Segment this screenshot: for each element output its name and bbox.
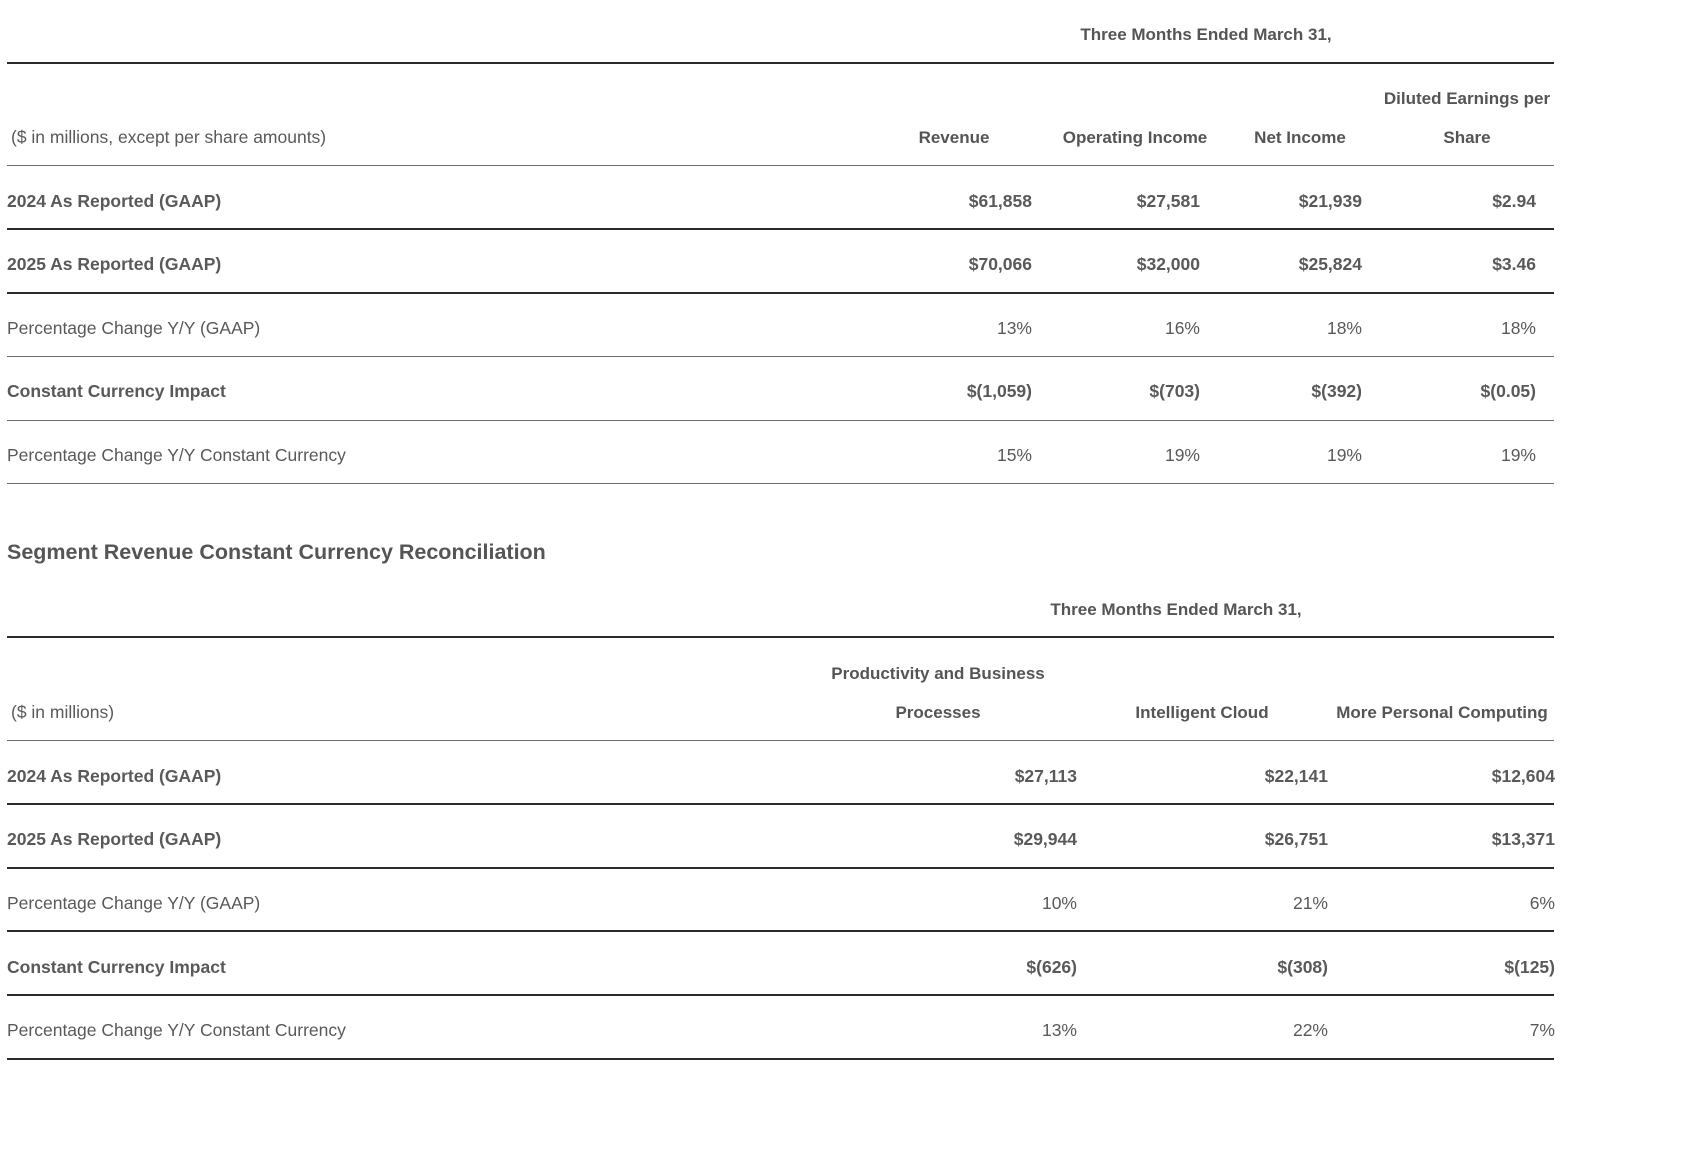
- table1-col-eps-line1: Diluted Earnings per: [1383, 89, 1551, 108]
- row-label: 2024 As Reported (GAAP): [7, 766, 222, 786]
- cell-intelligent-cloud: $(308): [1277, 957, 1328, 977]
- table2-col-pbp-line1: Productivity and Business: [831, 664, 1045, 683]
- cell-intelligent-cloud: $22,141: [1264, 766, 1328, 786]
- cell-operating-income: $32,000: [1136, 254, 1200, 274]
- cell-more-personal-computing: 6%: [1529, 893, 1555, 913]
- table1-col-revenue: Revenue: [918, 128, 990, 147]
- row-divider: [7, 292, 1554, 294]
- row-divider: [7, 867, 1554, 869]
- cell-revenue: 15%: [996, 445, 1032, 465]
- cell-operating-income: 19%: [1164, 445, 1200, 465]
- row-label: Percentage Change Y/Y Constant Currency: [7, 1020, 346, 1040]
- table1-header-rule: [7, 165, 1554, 166]
- cell-operating-income: 16%: [1164, 318, 1200, 338]
- table1-col-net-income: Net Income: [1254, 128, 1346, 147]
- row-label: Constant Currency Impact: [7, 957, 226, 977]
- cell-more-personal-computing: 7%: [1529, 1020, 1555, 1040]
- cell-net-income: 19%: [1326, 445, 1362, 465]
- cell-more-personal-computing: $(125): [1504, 957, 1555, 977]
- row-divider: [7, 930, 1554, 932]
- cell-net-income: $21,939: [1298, 191, 1362, 211]
- row-divider: [7, 1058, 1554, 1060]
- cell-productivity-business: 13%: [1041, 1020, 1077, 1040]
- cell-more-personal-computing: $13,371: [1491, 829, 1555, 849]
- table1-col-operating-income: Operating Income: [1062, 128, 1208, 147]
- cell-eps: 18%: [1500, 318, 1536, 338]
- table1-top-rule: [7, 62, 1554, 64]
- cell-productivity-business: $(626): [1026, 957, 1077, 977]
- row-label: Percentage Change Y/Y (GAAP): [7, 318, 261, 338]
- cell-eps: $3.46: [1492, 254, 1536, 274]
- row-label: Percentage Change Y/Y Constant Currency: [7, 445, 346, 465]
- table1-unit-label: ($ in millions, except per share amounts): [11, 127, 327, 147]
- table2-header-rule: [7, 740, 1554, 741]
- cell-operating-income: $(703): [1149, 381, 1200, 401]
- cell-revenue: $70,066: [968, 254, 1032, 274]
- row-divider: [7, 228, 1554, 230]
- cell-more-personal-computing: $12,604: [1491, 766, 1555, 786]
- table2-col-intelligent-cloud: Intelligent Cloud: [1135, 703, 1269, 722]
- row-label: Percentage Change Y/Y (GAAP): [7, 893, 261, 913]
- cell-revenue: $61,858: [968, 191, 1032, 211]
- cell-net-income: 18%: [1326, 318, 1362, 338]
- cell-productivity-business: $29,944: [1013, 829, 1077, 849]
- row-divider: [7, 483, 1554, 484]
- cell-intelligent-cloud: 22%: [1292, 1020, 1328, 1040]
- row-divider: [7, 356, 1554, 357]
- table2-top-rule: [7, 636, 1554, 638]
- section-title: Segment Revenue Constant Currency Reconciliation: [7, 540, 546, 564]
- table2-col-more-personal-computing: More Personal Computing: [1336, 703, 1548, 722]
- cell-intelligent-cloud: 21%: [1292, 893, 1328, 913]
- row-label: 2024 As Reported (GAAP): [7, 191, 222, 211]
- cell-eps: $(0.05): [1480, 381, 1536, 401]
- cell-revenue: 13%: [996, 318, 1032, 338]
- cell-eps: 19%: [1500, 445, 1536, 465]
- cell-intelligent-cloud: $26,751: [1264, 829, 1328, 849]
- row-label: 2025 As Reported (GAAP): [7, 829, 222, 849]
- table1-col-eps-line2: Share: [1443, 128, 1491, 147]
- table2-period-header: Three Months Ended March 31,: [1050, 600, 1302, 619]
- row-label: 2025 As Reported (GAAP): [7, 254, 222, 274]
- table1-period-header: Three Months Ended March 31,: [1080, 25, 1332, 44]
- cell-eps: $2.94: [1492, 191, 1536, 211]
- table2-unit-label: ($ in millions): [11, 702, 115, 722]
- cell-net-income: $25,824: [1298, 254, 1362, 274]
- cell-operating-income: $27,581: [1136, 191, 1200, 211]
- row-divider: [7, 803, 1554, 805]
- cell-productivity-business: $27,113: [1014, 766, 1077, 786]
- cell-net-income: $(392): [1311, 381, 1362, 401]
- cell-productivity-business: 10%: [1041, 893, 1077, 913]
- row-label: Constant Currency Impact: [7, 381, 226, 401]
- row-divider: [7, 994, 1554, 996]
- table2-col-pbp-line2: Processes: [895, 703, 981, 722]
- row-divider: [7, 420, 1554, 421]
- cell-revenue: $(1,059): [966, 381, 1032, 401]
